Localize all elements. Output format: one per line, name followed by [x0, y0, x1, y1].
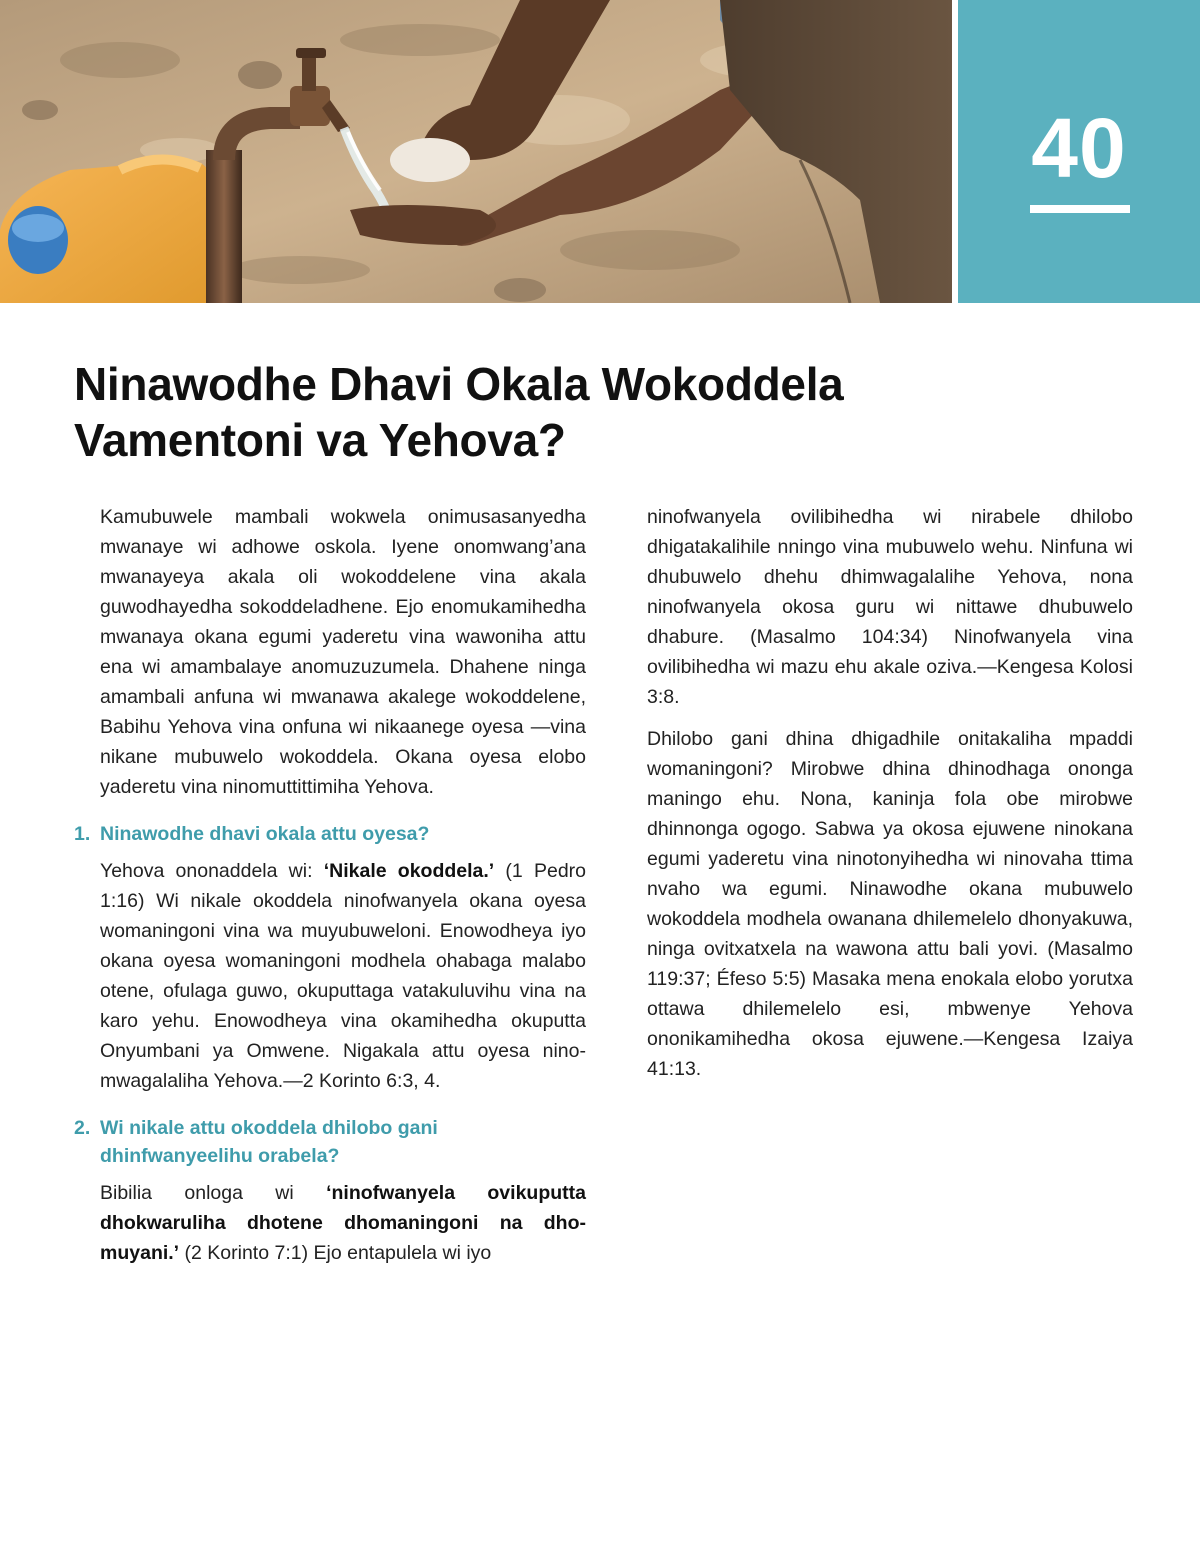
q1-text-before: Yehova ononaddela wi:: [100, 860, 324, 882]
question-1-text: Ninawodhe dhavi okala attu oyesa?: [100, 823, 430, 845]
right-paragraph-2: Dhilobo gani dhina dhigadhile onitakaliha mpaddi womaningoni? Mirobwe dhina dhinodhaga ononga maningo ehu. Nona, kaninja fola obe mirobwe dhinnonga ogogo. Sabwa ya okosa ejuwene ninokana egumi yaderetu vina ninotonyihedha wi ninovaha ttima nvaho wa egumi. Ninawodhe okana mubuwelo wokoddela modhela owanana dhilemelelo dhonyakuwa, ninga ovitxatxela na wawona attu bali yovi. (Masalmo 119:37; Éfeso 5:5) Masaka mena enokala elobo yorutxa ottawa dhilemelelo esi, mbwenye Yehova ononikamihedha okosa ejuwene.—Kengesa Izaiya 41:13.: [647, 728, 1133, 1080]
lesson-number-badge: [958, 0, 1200, 303]
q1-text-after: (1 Pedro 1:16) Wi nikale okoddela ninofwanyela okana oyesa womaningoni vina wa muyubuweloni. Enowodheya iyo okana oyesa womaningoni modhela ohabaga malabo otene, ofulaga guwo, okuputtaga vatakuluvihu vina na karo yehu. Enowodheya vina okamihedha okuputta Onyumbani ya Omwene. Nigakala attu oyesa ninomwagalaliha Yehova.—2 Korinto 6:3, 4.: [100, 860, 587, 1092]
q1-bold-quote: ‘Nikale okoddela.’: [323, 860, 495, 882]
right-column: [647, 502, 1133, 1096]
q2-text-before: Bibilia onloga wi: [100, 1182, 327, 1204]
question-1-number: 1.: [74, 823, 91, 845]
badge-underline: [1030, 205, 1130, 213]
question-2-text: Wi nikale attu okoddela dhilobo gani dhinfwanyeelihu orabela?: [100, 1117, 438, 1167]
hero-photo: [0, 0, 952, 303]
right-paragraph-1: ninofwanyela ovilibihedha wi nirabele dhilobo dhigatakalihile nningo vina mubuwelo wehu. Ninfuna wi dhubuwelo dhehu dhimwagalalihe Yehova, nona ninofwanyela okosa guru wi nittawe dhubuwelo dhabure. (Masalmo 104:34) Ninofwanyela vina ovilibihedha wi mazu ehu akale oziva.—Kengesa Kolosi 3:8.: [647, 506, 1133, 708]
left-column: [74, 502, 587, 1280]
question-1-heading: [74, 820, 586, 848]
page-title: Ninawodhe Dhavi Okala Wokoddela Vamentoni va Yehova?: [74, 358, 844, 466]
intro-paragraph: Kamubuwele mambali wokwela onimusasanyedha mwanaye wi adhowe oskola. Iyene onomwang’ana mwanayeya akala oli wokoddelene vina akala guwodhayedha sokoddeladhene. Ejo enomukamihedha mwanaya okana egumi yaderetu vina wawoniha attu ena wi amambalaye anomuzuzumela. Dhahene ninga amambali anfuna wi mwanawa akalege wokoddelene, Babihu Yehova vina onfuna wi nikaanege oyesa —vina nikane mubuwelo wokoddela. Okana oyesa elobo yaderetu vina ninomuttittimiha Yehova.: [100, 506, 586, 798]
q2-bold-quote: ‘ninofwanyela ovikuputta dhokwaruliha dhotene dhomaningoni na dhomuyani.’: [100, 1182, 586, 1264]
question-2-heading: [74, 1114, 586, 1170]
question-1-paragraph: [100, 856, 586, 1096]
q2-text-after: (2 Korinto 7:1) Ejo entapulela wi iyo: [179, 1242, 492, 1264]
question-2-number: 2.: [74, 1117, 91, 1139]
lesson-number: 40: [1031, 101, 1127, 195]
question-2-paragraph: [100, 1178, 586, 1268]
